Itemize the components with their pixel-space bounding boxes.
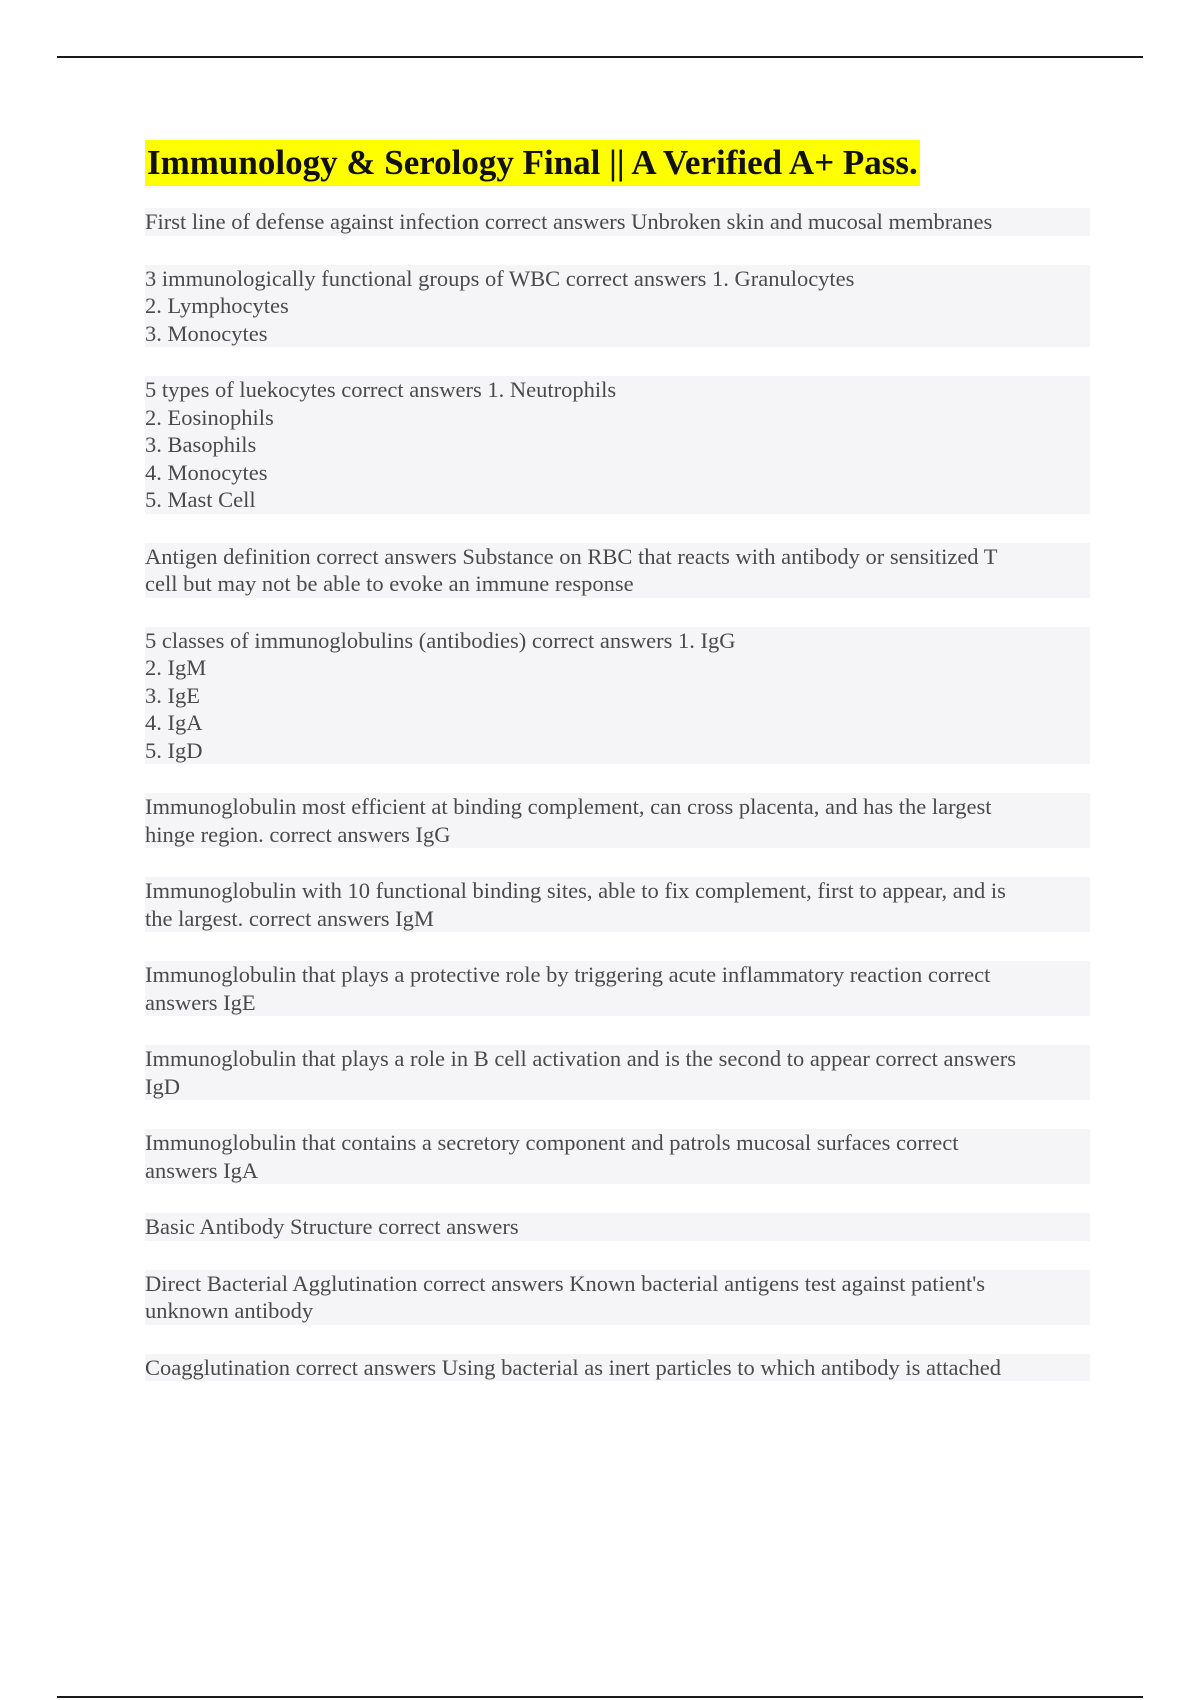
- qa-line: Immunoglobulin most efficient at binding complement, can cross placenta, and has the largest: [145, 793, 1090, 821]
- qa-line: 5. Mast Cell: [145, 486, 1090, 514]
- qa-item: [145, 208, 1090, 236]
- qa-item: [145, 1045, 1090, 1100]
- qa-line: answers IgE: [145, 989, 1090, 1017]
- qa-item: [145, 1354, 1090, 1382]
- qa-line: 2. IgM: [145, 654, 1090, 682]
- document-body: [145, 140, 1090, 1410]
- qa-line: 3. Basophils: [145, 431, 1090, 459]
- qa-item: [145, 793, 1090, 848]
- qa-line: 3 immunologically functional groups of WBC correct answers 1. Granulocytes: [145, 265, 1090, 293]
- bottom-rule: [57, 1696, 1143, 1698]
- qa-item: [145, 961, 1090, 1016]
- qa-item: [145, 1270, 1090, 1325]
- qa-line: Coagglutination correct answers Using bacterial as inert particles to which antibody is attached: [145, 1354, 1090, 1382]
- qa-item: [145, 877, 1090, 932]
- qa-line: unknown antibody: [145, 1297, 1090, 1325]
- top-rule: [57, 56, 1143, 58]
- qa-line: the largest. correct answers IgM: [145, 905, 1090, 933]
- qa-line: 2. Lymphocytes: [145, 292, 1090, 320]
- qa-line: Direct Bacterial Agglutination correct answers Known bacterial antigens test against patient's: [145, 1270, 1090, 1298]
- qa-line: 5. IgD: [145, 737, 1090, 765]
- qa-line: Basic Antibody Structure correct answers: [145, 1213, 1090, 1241]
- qa-line: Immunoglobulin that plays a role in B cell activation and is the second to appear correct answers: [145, 1045, 1090, 1073]
- document-title: Immunology & Serology Final || A Verified A+ Pass.: [145, 140, 920, 186]
- qa-line: 4. IgA: [145, 709, 1090, 737]
- qa-item: [145, 1213, 1090, 1241]
- qa-line: Immunoglobulin that plays a protective role by triggering acute inflammatory reaction correct: [145, 961, 1090, 989]
- qa-item: [145, 627, 1090, 765]
- qa-line: 5 classes of immunoglobulins (antibodies) correct answers 1. IgG: [145, 627, 1090, 655]
- qa-line: 3. Monocytes: [145, 320, 1090, 348]
- qa-line: Immunoglobulin with 10 functional binding sites, able to fix complement, first to appear, and is: [145, 877, 1090, 905]
- qa-item: [145, 543, 1090, 598]
- qa-item: [145, 1129, 1090, 1184]
- qa-line: IgD: [145, 1073, 1090, 1101]
- qa-line: 3. IgE: [145, 682, 1090, 710]
- qa-line: cell but may not be able to evoke an immune response: [145, 570, 1090, 598]
- qa-line: 4. Monocytes: [145, 459, 1090, 487]
- qa-line: Antigen definition correct answers Substance on RBC that reacts with antibody or sensitized T: [145, 543, 1090, 571]
- qa-line: 5 types of luekocytes correct answers 1. Neutrophils: [145, 376, 1090, 404]
- qa-item: [145, 376, 1090, 514]
- qa-line: hinge region. correct answers IgG: [145, 821, 1090, 849]
- qa-line: 2. Eosinophils: [145, 404, 1090, 432]
- qa-line: answers IgA: [145, 1157, 1090, 1185]
- qa-item: [145, 265, 1090, 348]
- qa-line: Immunoglobulin that contains a secretory component and patrols mucosal surfaces correct: [145, 1129, 1090, 1157]
- qa-line: First line of defense against infection correct answers Unbroken skin and mucosal membranes: [145, 208, 1090, 236]
